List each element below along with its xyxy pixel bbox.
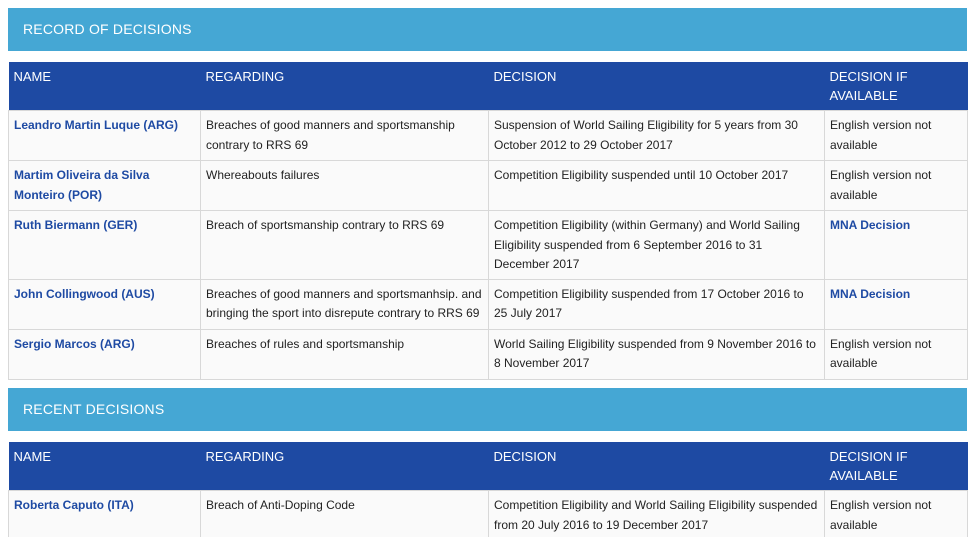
recent-table (8, 442, 968, 537)
recent-section-title: RECENT DECISIONS (23, 401, 165, 417)
mna-decision-link[interactable]: MNA Decision (830, 218, 911, 232)
table-row (9, 491, 968, 537)
col-header-decision-if-available: DECISION IF AVAILABLE (825, 62, 968, 111)
record-table-header-row (9, 62, 968, 111)
decision-if-available-cell: English version not available (825, 491, 968, 537)
decision-cell: Competition Eligibility (within Germany) and World Sailing Eligibility suspended from 6 September 2016 to 31 December 2017 (489, 211, 825, 280)
recent-section-header (8, 388, 967, 431)
col-header-decision: DECISION (489, 442, 825, 491)
decision-if-available-cell (825, 211, 968, 280)
name-link[interactable]: Leandro Martin Luque (ARG) (9, 111, 201, 161)
record-section-header (8, 8, 967, 51)
col-header-decision: DECISION (489, 62, 825, 111)
decision-cell: Competition Eligibility and World Sailing Eligibility suspended from 20 July 2016 to 19 December 2017 (489, 491, 825, 537)
regarding-cell: Breaches of rules and sportsmanship (201, 329, 489, 379)
regarding-cell: Breaches of good manners and sportsmanship contrary to RRS 69 (201, 111, 489, 161)
decision-if-available-cell: English version not available (825, 161, 968, 211)
decision-if-available-cell: English version not available (825, 329, 968, 379)
decision-cell: Suspension of World Sailing Eligibility for 5 years from 30 October 2012 to 29 October 2017 (489, 111, 825, 161)
regarding-cell: Breaches of good manners and sportsmanhsip. and bringing the sport into disrepute contrary to RRS 69 (201, 279, 489, 329)
decision-if-available-cell (825, 279, 968, 329)
col-header-name: NAME (9, 62, 201, 111)
decision-cell: World Sailing Eligibility suspended from 9 November 2016 to 8 November 2017 (489, 329, 825, 379)
record-table (8, 62, 968, 380)
regarding-cell: Breach of Anti-Doping Code (201, 491, 489, 537)
table-row (9, 211, 968, 280)
col-header-regarding: REGARDING (201, 442, 489, 491)
col-header-name: NAME (9, 442, 201, 491)
recent-table-header-row (9, 442, 968, 491)
name-link[interactable]: Martim Oliveira da Silva Monteiro (POR) (9, 161, 201, 211)
table-row (9, 111, 968, 161)
col-header-decision-if-available: DECISION IF AVAILABLE (825, 442, 968, 491)
table-row (9, 329, 968, 379)
table-row (9, 161, 968, 211)
decision-cell: Competition Eligibility suspended from 17 October 2016 to 25 July 2017 (489, 279, 825, 329)
name-link[interactable]: John Collingwood (AUS) (9, 279, 201, 329)
col-header-regarding: REGARDING (201, 62, 489, 111)
name-link[interactable]: Sergio Marcos (ARG) (9, 329, 201, 379)
decision-cell: Competition Eligibility suspended until 10 October 2017 (489, 161, 825, 211)
decision-if-available-cell: English version not available (825, 111, 968, 161)
mna-decision-link[interactable]: MNA Decision (830, 286, 911, 301)
name-link[interactable]: Ruth Biermann (GER) (9, 211, 201, 280)
regarding-cell: Whereabouts failures (201, 161, 489, 211)
record-section-title: RECORD OF DECISIONS (23, 21, 192, 37)
table-row (9, 279, 968, 329)
name-link[interactable]: Roberta Caputo (ITA) (9, 491, 201, 537)
regarding-cell: Breach of sportsmanship contrary to RRS 69 (201, 211, 489, 280)
